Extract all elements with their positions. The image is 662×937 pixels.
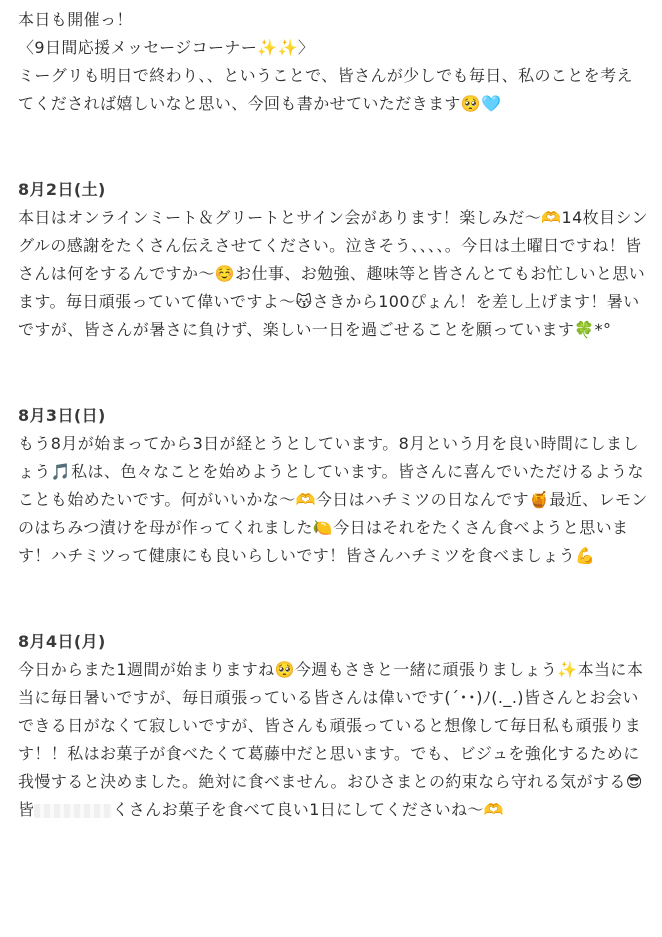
entry-aug-3 [18, 402, 648, 570]
entry-body-before: 今日からまた1週間が始まりますね🥺今週もさきと一緒に頑張りましょう✨本当に本当に毎日暑いですが、毎日頑張っている皆さんは偉いです(´･･)ﾉ(._.)皆さんとお会いできる日がなくて寂しいですが、皆さんも頑張っていると想像して毎日私も頑張ります！！私はお菓子が食べたくて葛藤中だと思います。でも、ビジュを強化するために我慢すると決めました。絶対に食べません。おひさまとの約束なら守れる気がする😎皆 [18, 660, 644, 819]
entry-date: 8月2日(土) [18, 180, 106, 199]
entry-body [18, 656, 648, 824]
intro-text: ミーグリも明日で終わり、、ということで、皆さんが少しでも毎日、私のことを考えてくだされば嬉しいなと思い、今回も書かせていただきます🥺🩵 [18, 66, 633, 113]
message-page [18, 6, 648, 824]
redacted-name [34, 804, 112, 818]
entry-date: 8月4日(月) [18, 632, 106, 651]
entry-body-after: くさんお菓子を食べて良い1日にしてくださいね〜🫶 [112, 800, 505, 819]
intro-subheading: 〈9日間応援メッセージコーナー✨✨〉 [18, 38, 315, 57]
entry-body: 本日はオンラインミート＆グリートとサイン会があります！楽しみだ〜🫶14枚目シングルの感謝をたくさん伝えさせてください。泣きそう、、、、。今日は土曜日ですね！皆さんは何をするんですか〜☺️お仕事、お勉強、趣味等と皆さんとてもお忙しいと思います。毎日頑張っていて偉いですよ〜😽さきから100ぴょん！を差し上げます！暑いですが、皆さんが暑さに負けず、楽しい一日を過ごせることを願っています🍀*° [18, 208, 648, 339]
entry-aug-4 [18, 628, 648, 824]
entry-aug-2 [18, 176, 648, 344]
entry-date: 8月3日(日) [18, 406, 106, 425]
intro-heading: 本日も開催っ！ [18, 10, 133, 29]
intro-section [18, 6, 648, 118]
entry-body: もう8月が始まってから3日が経とうとしています。8月という月を良い時間にしましょう🎵私は、色々なことを始めようとしています。皆さんに喜んでいただけるようなことも始めたいです。何がいいかな〜🫶今日はハチミツの日なんです🍯最近、レモンのはちみつ漬けを母が作ってくれました🍋今日はそれをたくさん食べようと思います！ハチミツって健康にも良いらしいです！皆さんハチミツを食べましょう💪 [18, 434, 648, 565]
